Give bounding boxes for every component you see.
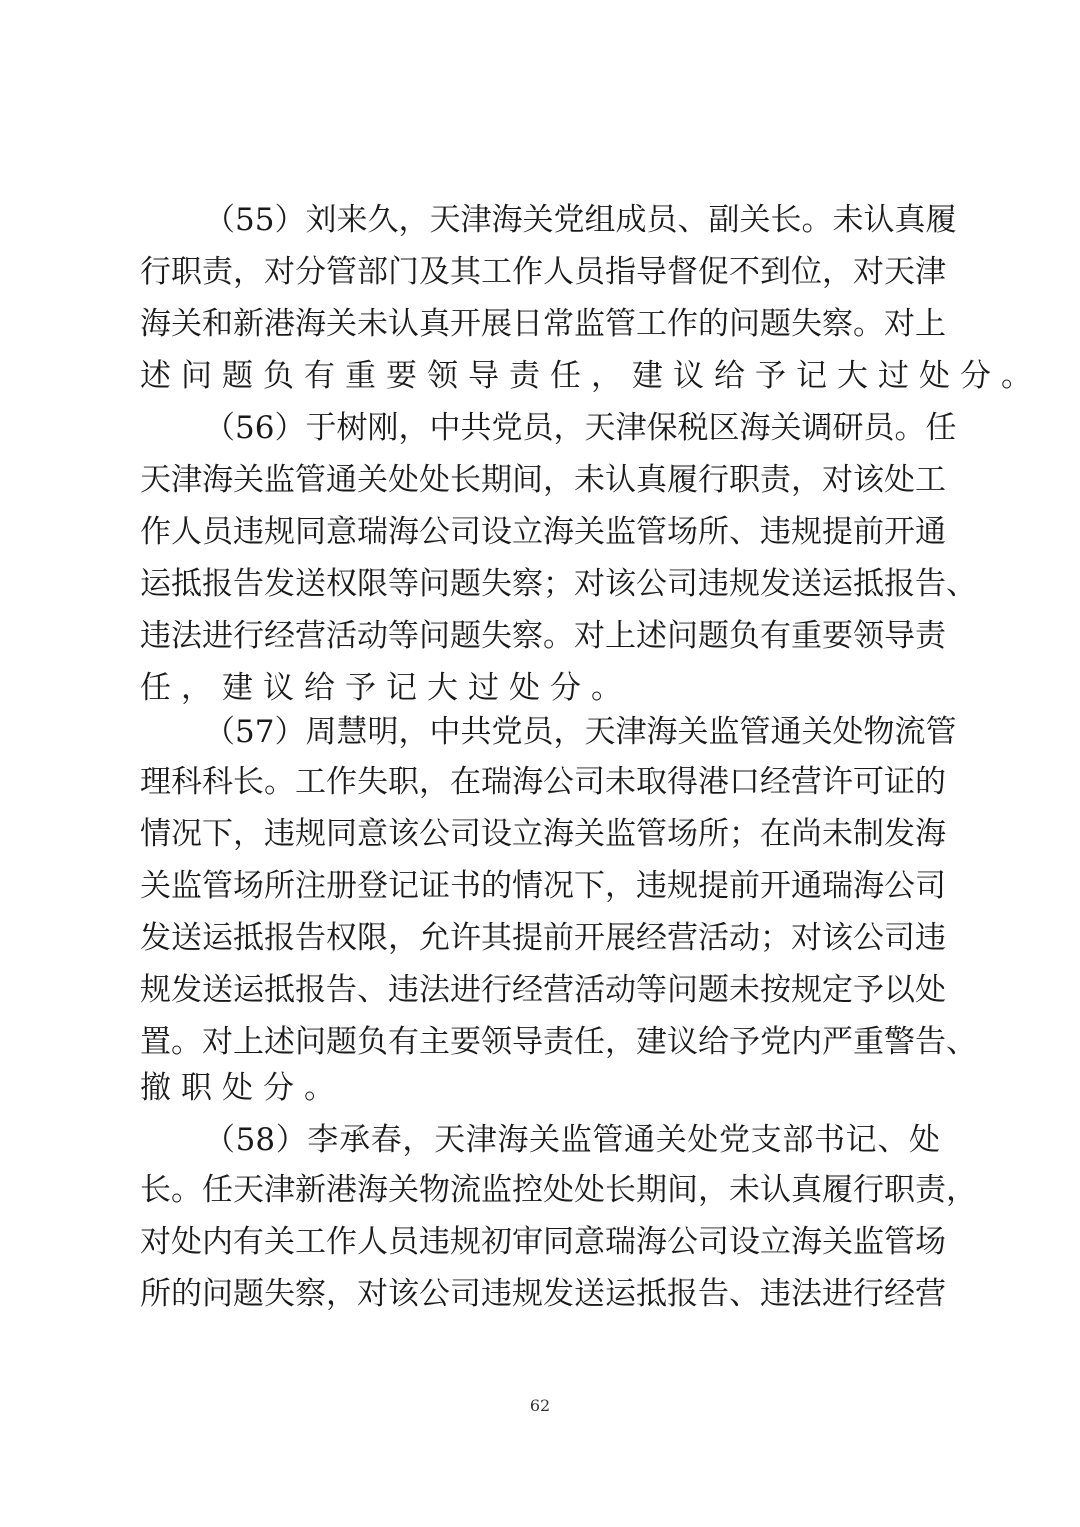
- text-line: 海关和新港海关未认真开展日常监管工作的问题失察。对上: [140, 306, 946, 342]
- text-line: 关监管场所注册登记证书的情况下，违规提前开通瑞海公司: [140, 868, 946, 904]
- text-line: 撤职处分。: [140, 1070, 345, 1106]
- text-line: 述问题负有重要领导责任，建议给予记大过处分。: [140, 358, 1042, 394]
- text-line: 置。对上述问题负有主要领导责任，建议给予党内严重警告、: [140, 1024, 977, 1060]
- text-line: 天津海关监管通关处处长期间，未认真履行职责，对该处工: [140, 462, 946, 498]
- text-line: 规发送运抵报告、违法进行经营活动等问题未按规定予以处: [140, 972, 946, 1008]
- page-number: 62: [529, 1396, 551, 1415]
- text-line: 长。任天津新港海关物流监控处处长期间，未认真履行职责，: [140, 1172, 977, 1208]
- text-line: 对处内有关工作人员违规初审同意瑞海公司设立海关监管场: [140, 1224, 946, 1260]
- text-line: （55）刘来久，天津海关党组成员、副关长。未认真履: [204, 202, 957, 238]
- text-line: （56）于树刚，中共党员，天津保税区海关调研员。任: [204, 410, 957, 446]
- text-line: 情况下，违规同意该公司设立海关监管场所；在尚未制发海: [140, 816, 946, 852]
- text-line: 违法进行经营活动等问题失察。对上述问题负有重要领导责: [140, 618, 946, 654]
- text-line: 作人员违规同意瑞海公司设立海关监管场所、违规提前开通: [140, 514, 946, 550]
- text-line: 理科科长。工作失职，在瑞海公司未取得港口经营许可证的: [140, 764, 946, 800]
- text-line: 任，建议给予记大过处分。: [140, 670, 632, 706]
- text-line: （58）李承春，天津海关监管通关处党支部书记、处: [204, 1122, 940, 1158]
- text-line: （57）周慧明，中共党员，天津海关监管通关处物流管: [204, 714, 957, 750]
- text-line: 行职责，对分管部门及其工作人员指导督促不到位，对天津: [140, 254, 946, 290]
- text-line: 发送运抵报告权限，允许其提前开展经营活动；对该公司违: [140, 920, 946, 956]
- text-line: 运抵报告发送权限等问题失察；对该公司违规发送运抵报告、: [140, 566, 977, 602]
- text-line: 所的问题失察，对该公司违规发送运抵报告、违法进行经营: [140, 1276, 946, 1312]
